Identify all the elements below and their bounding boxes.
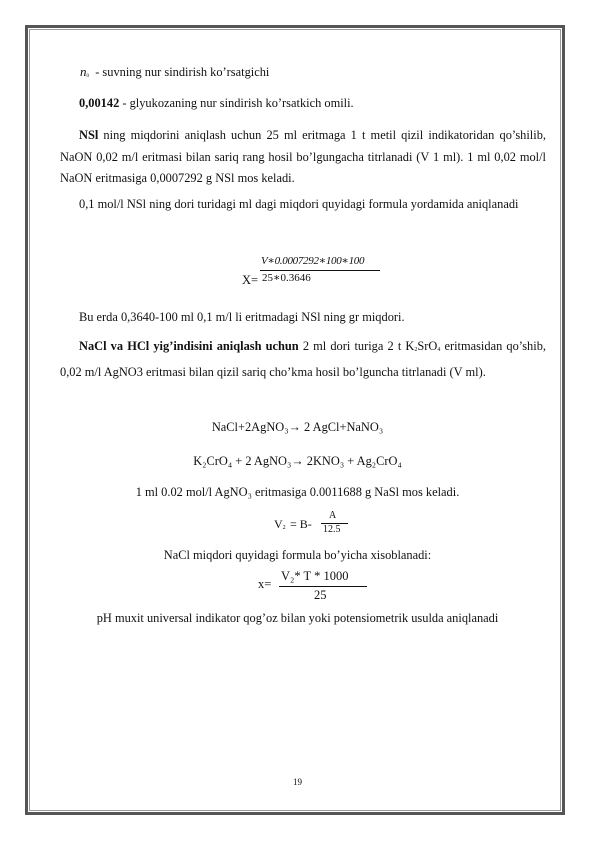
- nacl-hcl-text-c: eritmasidan qo’shib, 0,02 m/l AgNO3 eritmasi bilan qizil sariq cho’kma hosil bo’lguncha titrlanadi (V ml).: [60, 339, 546, 379]
- hcl-formula-intro-paragraph: [60, 194, 546, 216]
- nacl-hcl-text-a: 2 ml dori turiga 2 t K: [298, 339, 415, 353]
- volume-formula-rhs: = B-: [290, 517, 312, 531]
- volume-formula-lhs: [274, 517, 286, 532]
- nacl-formula-numerator: V₂* T * 1000: [281, 569, 349, 583]
- volume-formula-v: V: [274, 517, 283, 531]
- refractive-index-symbol-line: [80, 62, 269, 86]
- nacl-formula-fraction-bar: [279, 586, 367, 587]
- hcl-formula-denominator: 25∗0.3646: [262, 272, 311, 284]
- nacl-formula-intro: NaCl miqdori quyidagi formula bo’yicha xisoblanadi:: [163, 548, 432, 562]
- nacl-formula-denominator: 25: [314, 588, 327, 602]
- equivalence-line: 1 ml 0.02 mol/l AgNO₃ eritmasiga 0.0011688 g NaSl mos keladi.: [135, 485, 460, 499]
- hcl-term: NSl: [79, 128, 99, 142]
- nacl-hcl-text-b: SrO: [417, 339, 438, 353]
- glucose-factor-value: 0,00142: [79, 96, 120, 110]
- glucose-factor-line: [79, 94, 354, 113]
- reaction-1: NaCl+2AgNO₃→ 2 AgCl+NaNO₃: [211, 420, 384, 434]
- hcl-paragraph-text: ning miqdorini aniqlash uchun 25 ml eritmaga 1 t metil qizil indikatoridan qo’shilib, NaON 0,02 m/l eritmasi bilan sariq rang hosil bo’lgungacha titrlanadi (V 1 ml). 1 ml 0,02 mol/l NaON eritmasiga 0,0007292 g NSl mos keladi.: [60, 128, 546, 185]
- nacl-hcl-sub-b: 4: [437, 347, 441, 353]
- hcl-mass-note-text: Bu erda 0,3640-100 ml 0,1 m/l li eritmadagi NSl ning gr miqdori.: [79, 310, 405, 324]
- glucose-factor-text: - glyukozaning nur sindirish ko’rsatkich omili.: [119, 96, 354, 110]
- page-number: 19: [293, 777, 302, 787]
- hcl-formula-lhs: X=: [242, 273, 259, 287]
- nacl-formula-lhs: x=: [258, 577, 272, 591]
- n-definition: - suvning nur sindirish ko’rsatgichi: [95, 65, 270, 79]
- volume-formula-numerator: A: [329, 510, 337, 521]
- volume-formula-denominator: 12.5: [323, 524, 341, 535]
- nacl-hcl-sub-a: 2: [414, 347, 418, 353]
- volume-formula-v-sub: 2: [282, 525, 286, 531]
- hcl-determination-paragraph: [60, 125, 546, 190]
- hcl-formula-intro-text: 0,1 mol/l NSl ning dori turidagi ml dagi miqdori quyidagi formula yordamida aniqlanadi: [79, 197, 519, 211]
- nacl-hcl-paragraph: [60, 336, 546, 383]
- n-subscript: 0: [86, 74, 89, 79]
- hcl-formula-numerator: V∗0.0007292∗100∗100: [261, 255, 365, 267]
- reaction-2: K₂CrO₄ + 2 AgNO₃→ 2KNO₃ + Ag₂CrO₄: [193, 454, 402, 468]
- nacl-hcl-heading: NaCl va HCl yig’indisini aniqlash uchun: [79, 339, 299, 353]
- ph-line: pH muxit universal indikator qog’oz bilan yoki potensiometrik usulda aniqlanadi: [96, 611, 499, 625]
- hcl-mass-note: [79, 308, 405, 327]
- n-symbol: n: [80, 64, 87, 79]
